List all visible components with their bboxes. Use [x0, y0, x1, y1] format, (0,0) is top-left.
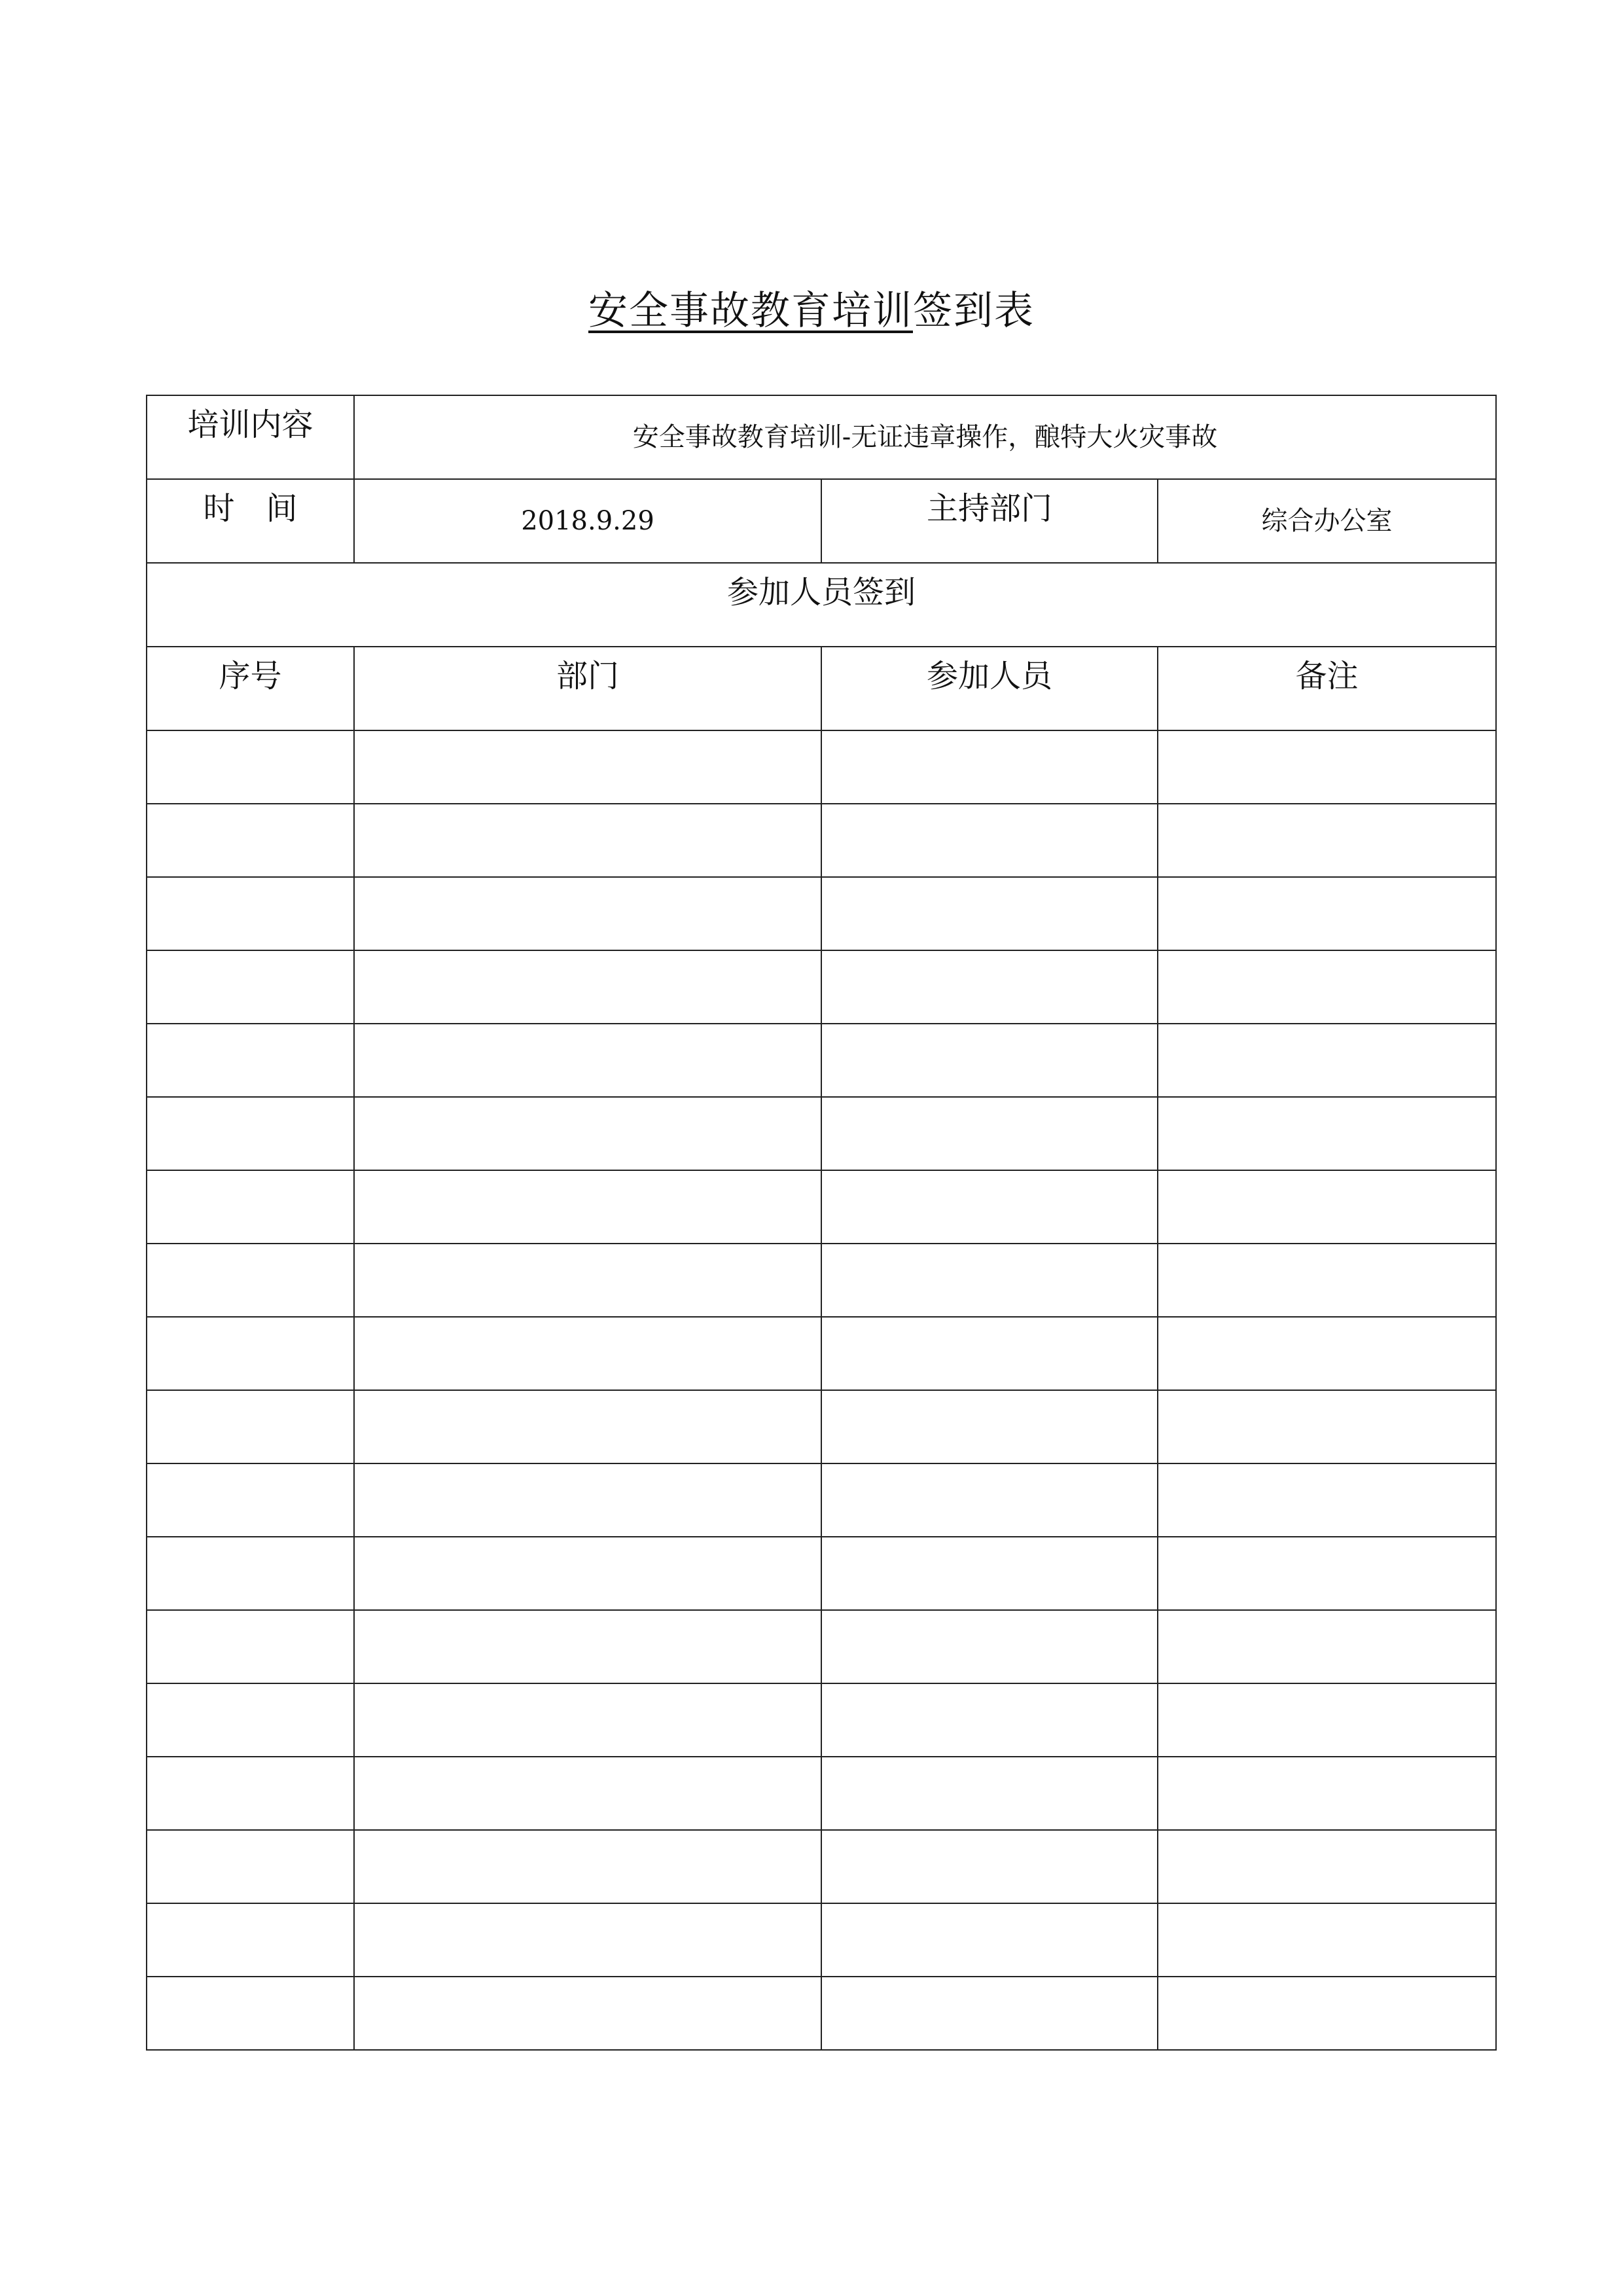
department-cell[interactable] — [354, 1977, 821, 2050]
page-title — [0, 278, 1623, 344]
attendee-cell[interactable] — [821, 950, 1158, 1024]
serial-cell[interactable] — [147, 950, 354, 1024]
remarks-cell[interactable] — [1158, 1317, 1496, 1390]
attendee-cell[interactable] — [821, 877, 1158, 950]
attendee-cell[interactable] — [821, 1170, 1158, 1244]
table-row — [147, 1830, 1496, 1903]
table-row — [147, 1024, 1496, 1097]
attendee-signin-header: 参加人员签到 — [147, 563, 1496, 647]
department-cell[interactable] — [354, 804, 821, 877]
department-cell[interactable] — [354, 730, 821, 804]
department-cell[interactable] — [354, 1903, 821, 1977]
time-value: 2018.9.29 — [354, 479, 821, 563]
department-cell[interactable] — [354, 1757, 821, 1830]
table-row — [147, 1757, 1496, 1830]
remarks-cell[interactable] — [1158, 1610, 1496, 1683]
remarks-cell[interactable] — [1158, 1390, 1496, 1463]
serial-cell[interactable] — [147, 1463, 354, 1537]
attendee-cell[interactable] — [821, 1757, 1158, 1830]
serial-cell[interactable] — [147, 1024, 354, 1097]
table-row — [147, 1170, 1496, 1244]
serial-cell[interactable] — [147, 1610, 354, 1683]
column-header-attendee: 参加人员 — [821, 647, 1158, 730]
table-row — [147, 950, 1496, 1024]
department-cell[interactable] — [354, 1390, 821, 1463]
column-header-serial: 序号 — [147, 647, 354, 730]
attendee-cell[interactable] — [821, 1610, 1158, 1683]
attendee-cell[interactable] — [821, 1390, 1158, 1463]
host-department-value: 综合办公室 — [1158, 479, 1496, 563]
department-cell[interactable] — [354, 1244, 821, 1317]
remarks-cell[interactable] — [1158, 877, 1496, 950]
serial-cell[interactable] — [147, 1244, 354, 1317]
table-row — [147, 804, 1496, 877]
remarks-cell[interactable] — [1158, 1830, 1496, 1903]
table-row — [147, 1244, 1496, 1317]
attendee-cell[interactable] — [821, 1244, 1158, 1317]
serial-cell[interactable] — [147, 1903, 354, 1977]
time-label: 时 间 — [147, 479, 354, 563]
serial-cell[interactable] — [147, 804, 354, 877]
attendee-cell[interactable] — [821, 1683, 1158, 1757]
serial-cell[interactable] — [147, 1390, 354, 1463]
section-header-row — [147, 563, 1496, 647]
department-cell[interactable] — [354, 1683, 821, 1757]
table-row — [147, 1390, 1496, 1463]
attendee-cell[interactable] — [821, 804, 1158, 877]
remarks-cell[interactable] — [1158, 804, 1496, 877]
attendee-cell[interactable] — [821, 1317, 1158, 1390]
remarks-cell[interactable] — [1158, 1024, 1496, 1097]
remarks-cell[interactable] — [1158, 1977, 1496, 2050]
table-row — [147, 1683, 1496, 1757]
department-cell[interactable] — [354, 1537, 821, 1610]
column-header-department: 部门 — [354, 647, 821, 730]
table-row — [147, 877, 1496, 950]
remarks-cell[interactable] — [1158, 950, 1496, 1024]
remarks-cell[interactable] — [1158, 1170, 1496, 1244]
attendee-cell[interactable] — [821, 730, 1158, 804]
serial-cell[interactable] — [147, 1683, 354, 1757]
table-row — [147, 1610, 1496, 1683]
column-header-remarks: 备注 — [1158, 647, 1496, 730]
table-row — [147, 1903, 1496, 1977]
attendee-cell[interactable] — [821, 1097, 1158, 1170]
department-cell[interactable] — [354, 1097, 821, 1170]
time-host-row — [147, 479, 1496, 563]
attendee-cell[interactable] — [821, 1903, 1158, 1977]
department-cell[interactable] — [354, 1610, 821, 1683]
serial-cell[interactable] — [147, 1170, 354, 1244]
remarks-cell[interactable] — [1158, 1683, 1496, 1757]
department-cell[interactable] — [354, 1463, 821, 1537]
remarks-cell[interactable] — [1158, 730, 1496, 804]
attendee-cell[interactable] — [821, 1537, 1158, 1610]
title-underlined-part: 安全事故教育培训 — [588, 288, 913, 334]
remarks-cell[interactable] — [1158, 1537, 1496, 1610]
serial-cell[interactable] — [147, 1537, 354, 1610]
attendee-cell[interactable] — [821, 1024, 1158, 1097]
department-cell[interactable] — [354, 1024, 821, 1097]
remarks-cell[interactable] — [1158, 1757, 1496, 1830]
table-row — [147, 1097, 1496, 1170]
serial-cell[interactable] — [147, 1977, 354, 2050]
department-cell[interactable] — [354, 1170, 821, 1244]
host-department-label: 主持部门 — [821, 479, 1158, 563]
remarks-cell[interactable] — [1158, 1903, 1496, 1977]
remarks-cell[interactable] — [1158, 1097, 1496, 1170]
serial-cell[interactable] — [147, 1097, 354, 1170]
sign-in-table — [146, 395, 1497, 2051]
title-rest-part: 签到表 — [913, 288, 1035, 334]
table-row — [147, 1537, 1496, 1610]
training-content-row — [147, 395, 1496, 479]
attendee-cell[interactable] — [821, 1830, 1158, 1903]
serial-cell[interactable] — [147, 1317, 354, 1390]
department-cell[interactable] — [354, 1830, 821, 1903]
serial-cell[interactable] — [147, 1830, 354, 1903]
table-row — [147, 1977, 1496, 2050]
department-cell[interactable] — [354, 1317, 821, 1390]
table-row — [147, 1317, 1496, 1390]
serial-cell[interactable] — [147, 877, 354, 950]
department-cell[interactable] — [354, 877, 821, 950]
attendee-cell[interactable] — [821, 1463, 1158, 1537]
table-row — [147, 1463, 1496, 1537]
training-content-label: 培训内容 — [147, 395, 354, 479]
attendee-cell[interactable] — [821, 1977, 1158, 2050]
training-content-value: 安全事故教育培训-无证违章操作，酿特大火灾事故 — [354, 395, 1496, 479]
serial-cell[interactable] — [147, 730, 354, 804]
table-row — [147, 730, 1496, 804]
remarks-cell[interactable] — [1158, 1463, 1496, 1537]
serial-cell[interactable] — [147, 1757, 354, 1830]
column-header-row — [147, 647, 1496, 730]
remarks-cell[interactable] — [1158, 1244, 1496, 1317]
department-cell[interactable] — [354, 950, 821, 1024]
